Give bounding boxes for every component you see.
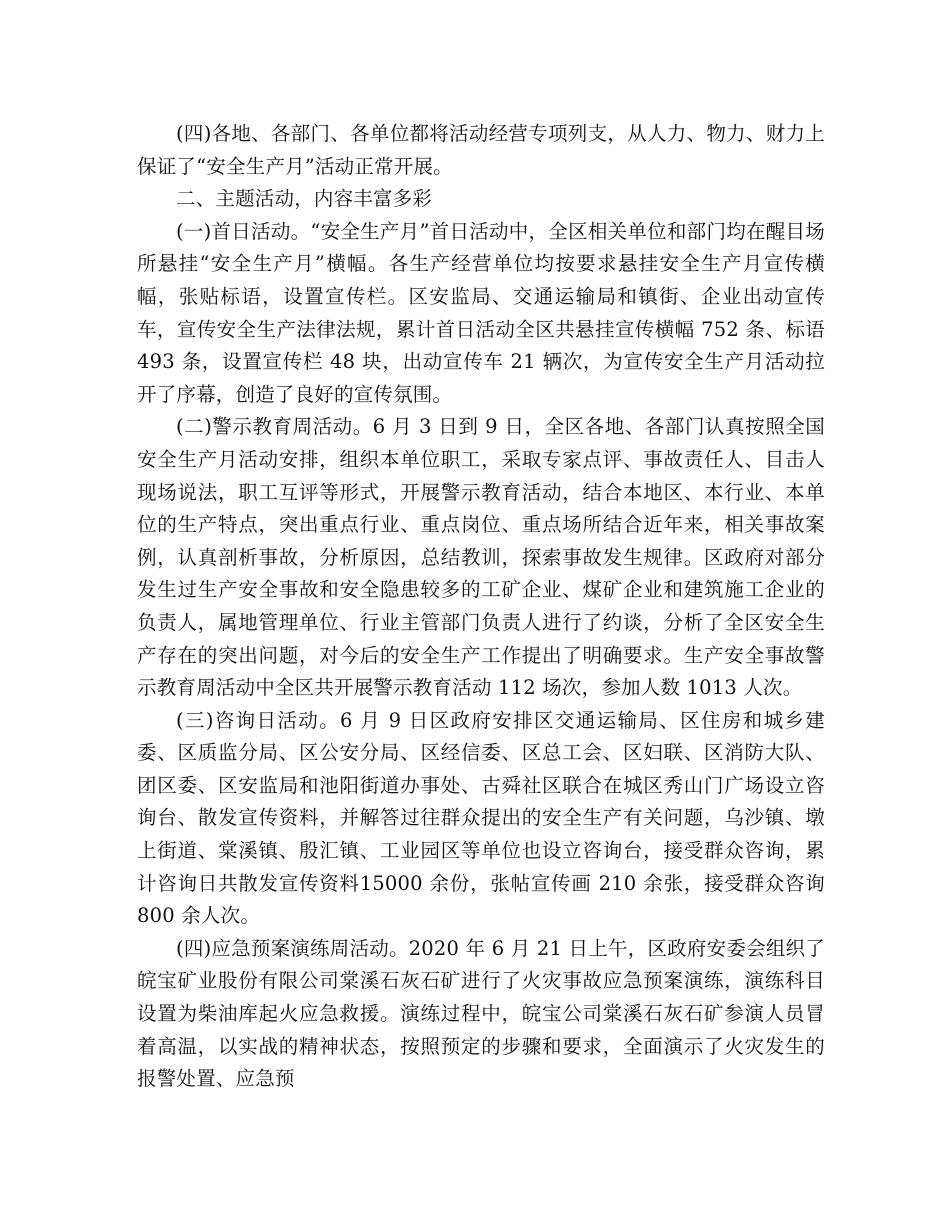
- paragraph-first-day-activity: (一)首日活动。“安全生产月”首日活动中，全区相关单位和部门均在醒目场所悬挂“安全生产月”横幅。各生产经营单位均按要求悬挂安全生产月宣传横幅，张贴标语，设置宣传栏。区安监局、交通运输局和镇街、企业出动宣传车，宣传安全生产法律法规，累计首日活动全区共悬挂宣传横幅 752 条、标语 493 条，设置宣传栏 48 块，出动宣传车 21 辆次，为宣传安全生产月活动拉开了序幕，创造了良好的宣传氛围。: [137, 219, 825, 406]
- paragraph-funding: (四)各地、各部门、各单位都将活动经营专项列支，从人力、物力、财力上保证了“安全生产月”活动正常开展。: [137, 122, 825, 178]
- paragraph-emergency-drill-week: (四)应急预案演练周活动。2020 年 6 月 21 日上午，区政府安委会组织了皖宝矿业股份有限公司棠溪石灰石矿进行了火灾事故应急预案演练，演练科目设置为柴油库起火应急救援。演练过程中，皖宝公司棠溪石灰石矿参演人员冒着高温，以实战的精神状态，按照预定的步骤和要求，全面演示了火灾发生的报警处置、应急预: [137, 936, 825, 1091]
- paragraph-consultation-day: (三)咨询日活动。6 月 9 日区政府安排区交通运输局、区住房和城乡建委、区质监分局、区公安分局、区经信委、区总工会、区妇联、区消防大队、团区委、区安监局和池阳街道办事处、古舜社区联合在城区秀山门广场设立咨询台、散发宣传资料，并解答过往群众提出的安全生产有关问题，乌沙镇、墩上街道、棠溪镇、殷汇镇、工业园区等单位也设立咨询台，接受群众咨询，累计咨询日共散发宣传资料15000 余份，张帖宣传画 210 余张，接受群众咨询 800 余人次。: [137, 708, 825, 928]
- paragraph-warning-education-week: (二)警示教育周活动。6 月 3 日到 9 日，全区各地、各部门认真按照全国安全生产月活动安排，组织本单位职工，采取专家点评、事故责任人、目击人现场说法，职工互评等形式，开展警示教育活动，结合本地区、本行业、本单位的生产特点，突出重点行业、重点岗位、重点场所结合近年来，相关事故案例，认真剖析事故，分析原因，总结教训，探索事故发生规律。区政府对部分发生过生产安全事故和安全隐患较多的工矿企业、煤矿企业和建筑施工企业的负责人，属地管理单位、行业主管部门负责人进行了约谈，分析了全区安全生产存在的突出问题，对今后的安全生产工作提出了明确要求。生产安全事故警示教育周活动中全区共开展警示教育活动 112 场次，参加人数 1013 人次。: [137, 415, 825, 700]
- document-body: [137, 118, 825, 1096]
- section-heading-themed-activities: 二、主题活动，内容丰富多彩: [176, 187, 433, 211]
